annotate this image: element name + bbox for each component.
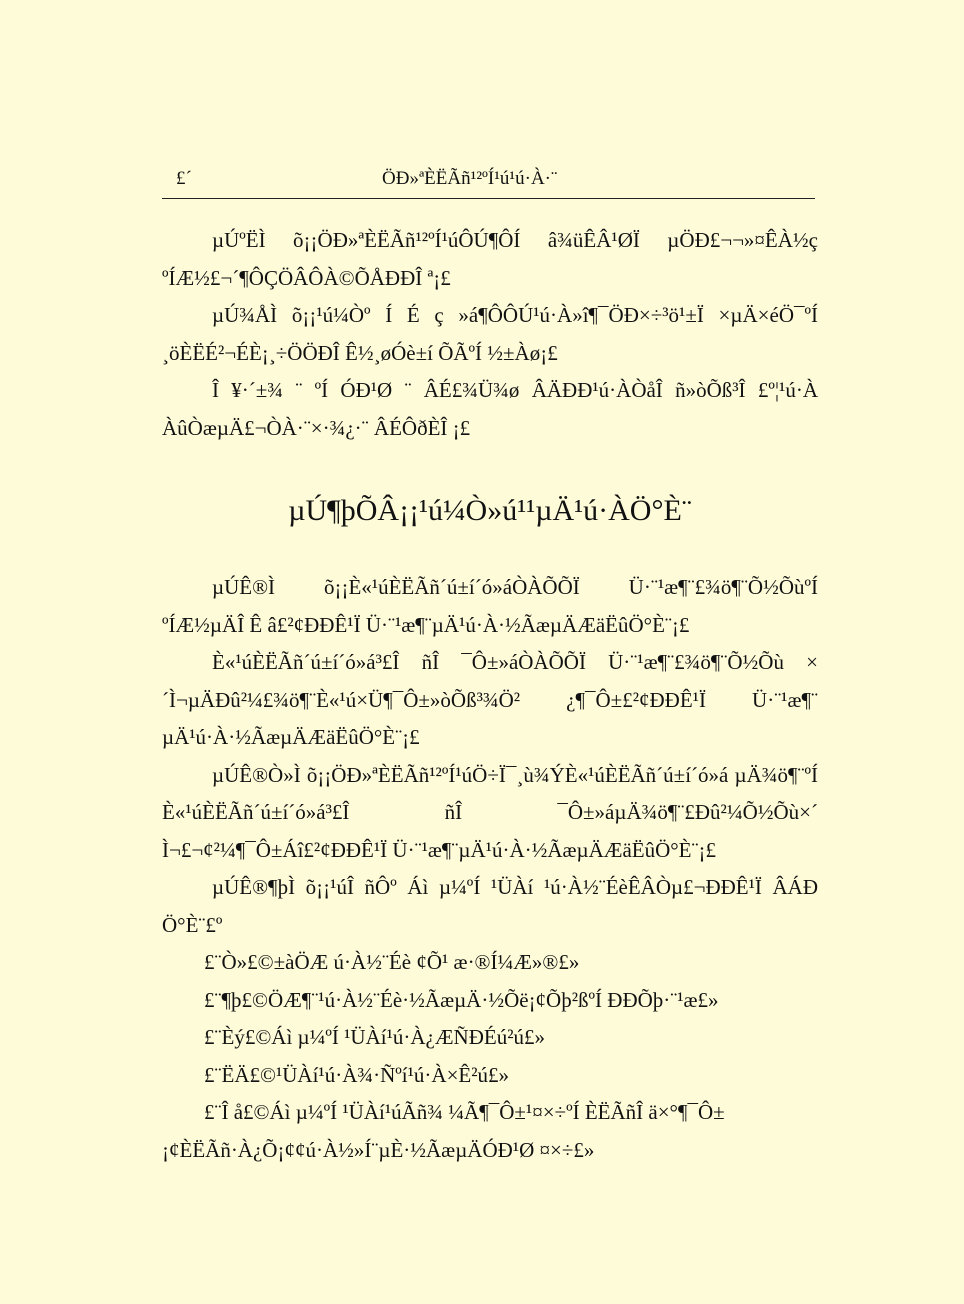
list-item: £¨ËÄ£©¹ÜÀí¹ú·À¾·Ñºí¹ú·À×Ê²ú£» <box>204 1062 510 1087</box>
paragraph: È«¹úÈËÃñ´ú±í´ó»á³£Î ñÎ ¯Ô±»áÒÀÕÕÏ Ü·¨¹æ¶¨£¾ö¶¨Õ½Õù ×´Ì¬µÄÐû²¼£¾ö¶¨È«¹ú×Ü¶¯Ô±»òÕß³¾Ö² ¿¶¯Ô±£²¢ÐÐÊ¹Ï Ü·¨¹æ¶¨ µÄ¹ú·À·½ÃæµÄÆäËûÖ°È¨¡£ <box>162 650 818 749</box>
paragraph: µÚÊ®Ò»Ì õ¡¡ÖÐ»ªÈËÃñ¹²ºÍ¹úÖ÷Ï¯¸ù¾ÝÈ«¹úÈËÃñ´ú±í´ó»á µÄ¾ö¶¨ºÍ È«¹úÈËÃñ´ú±í´ó»á³£Î ñÎ ¯Ô±»áµÄ¾ö¶¨£Ðû²¼Õ½Õù×´ Ì¬£¬¢²¼¶¯Ô±Áî£²¢ÐÐÊ¹Ï Ü·¨¹æ¶¨µÄ¹ú·À·½ÃæµÄÆäËûÖ°È¨¡£ <box>162 762 818 862</box>
list-item: £¨¶þ£©ÖÆ¶¨¹ú·À½¨Éè·½ÃæµÄ·½Õë¡¢Õþ²ßºÍ ÐÐÕþ·¨¹æ£» <box>204 987 719 1012</box>
list-item: £¨Èý£©Áì µ¼ºÍ ¹ÜÀí¹ú·À¿ÆÑÐÉú²ú£» <box>204 1025 545 1049</box>
paragraph: µÚ¾ÅÌ õ¡¡¹ú¼Òº Í É ç »á¶ÔÔÚ¹ú·À»î¶¯ÖÐ×÷³ö¹±Ï ×µÄ×éÖ¯ºÍ ¸öÈËÉ²¬ÉÈ¡¸÷ÖÖÐÎ Ê½¸øÓè±í ÕÃºÍ ½±Àø¡£ <box>162 303 818 365</box>
enumerated-list <box>162 944 818 1169</box>
body-text <box>162 222 818 1169</box>
header-rule <box>162 198 815 199</box>
running-title: ÖÐ»ªÈËÃñ¹²ºÍ¹ú¹ú·À·¨ <box>382 168 558 189</box>
paragraph: µÚºËÌ õ¡¡ÖÐ»ªÈËÃñ¹²ºÍ¹úÔÚ¶ÔÍ â¾üÊÂ¹ØÏ µÖÐ£¬¬»¤ÊÀ½ç ºÍÆ½£¬´¶ÔÇÖÂÔÀ©ÕÅÐÐÎ ª¡£ <box>162 228 818 290</box>
list-item: £¨Ò»£©±àÖÆ ú·À½¨Éè ¢Õ¹ æ·®Í¼Æ»®£» <box>204 950 580 974</box>
page-header <box>162 168 815 192</box>
list-item: £¨Î å£©Áì µ¼ºÍ ¹ÜÀí¹úÃñ¾ ¼Ã¶¯Ô±¹¤×÷ºÍ ÈËÃñÎ ä×°¶¯Ô±¡¢ÈËÃñ·À¿Õ¡¢¢ú·À½»Í¨µÈ·½ÃæµÄÓÐ¹Ø ¤×÷£» <box>162 1100 725 1162</box>
section-heading: µÚ¶þÕÂ¡¡¹ú¼Ò»ú¹¹µÄ¹ú·ÀÖ°È¨ <box>288 494 692 527</box>
paragraph: Î ¥·´±¾ ¨ ºÍ ÓÐ¹Ø ¨ ÂÉ£¾Ü¾ø ÂÄÐÐ¹ú·ÀÒåÎ ñ»òÕß³Î £º¦¹ú·À ÀûÒæµÄ£¬ÒÀ·¨×·¾¿·¨ ÂÉÔðÈÎ ¡£ <box>162 378 818 440</box>
paragraph: µÚÊ®Ì õ¡¡È«¹úÈËÃñ´ú±í´ó»áÒÀÕÕÏ Ü·¨¹æ¶¨£¾ö¶¨Õ½ÕùºÍ ºÍÆ½µÄÎ Ê â£²¢ÐÐÊ¹Ï Ü·¨¹æ¶¨µÄ¹ú·À·½ÃæµÄÆäËûÖ°È¨¡£ <box>162 575 818 637</box>
paragraph: µÚÊ®¶þÌ õ¡¡¹úÎ ñÔº Áì µ¼ºÍ ¹ÜÀí ¹ú·À½¨ÉèÊÂÒµ£¬ÐÐÊ¹Ï ÂÁÐ Ö°È¨£º <box>162 875 818 937</box>
page-number: £´ <box>176 168 192 189</box>
